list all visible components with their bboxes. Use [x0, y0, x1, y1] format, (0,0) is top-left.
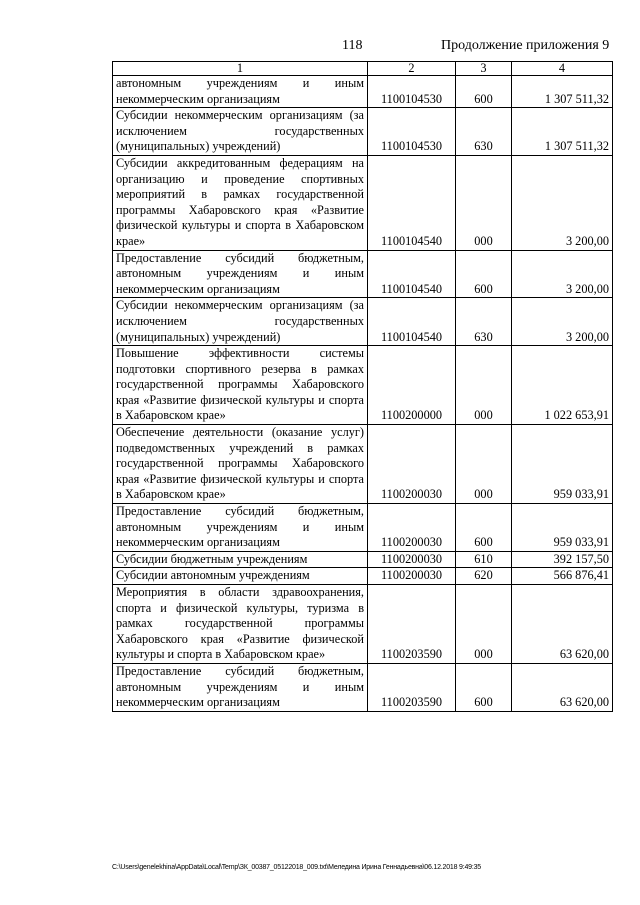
row-target-code: 1100104540: [368, 298, 456, 346]
row-amount: 959 033,91: [512, 425, 613, 504]
row-description: Обеспечение деятельности (оказание услуг) подведомственных учреждений в рамках государственной программы Хабаровского края «Развитие физической культуры и спорта в Хабаровском крае»: [113, 425, 368, 504]
row-target-code: 1100200030: [368, 568, 456, 585]
table-row: [113, 108, 613, 156]
table-row: [113, 425, 613, 504]
row-target-code: 1100104540: [368, 155, 456, 250]
column-header: 1: [113, 62, 368, 76]
row-amount: 1 307 511,32: [512, 76, 613, 108]
row-description: автономным учреждениям и иным некоммерческим организациям: [113, 76, 368, 108]
row-expense-type: 630: [456, 108, 512, 156]
table-row: [113, 155, 613, 250]
row-description: Повышение эффективности системы подготовки спортивного резерва в рамках государственной программы Хабаровского края «Развитие физической культуры и спорта в Хабаровском крае»: [113, 346, 368, 425]
row-expense-type: 000: [456, 425, 512, 504]
row-description: Субсидии автономным учреждениям: [113, 568, 368, 585]
row-description: Субсидии некоммерческим организациям (за исключением государственных (муниципальных) учреждений): [113, 108, 368, 156]
row-expense-type: 600: [456, 76, 512, 108]
row-expense-type: 000: [456, 155, 512, 250]
page-number: 118: [342, 38, 363, 53]
row-amount: 1 022 653,91: [512, 346, 613, 425]
table-header-row: [113, 62, 613, 76]
row-amount: 3 200,00: [512, 155, 613, 250]
table-row: [113, 551, 613, 568]
file-path-footer: C:\Users\genelekhina\AppData\Local\Temp\ЗК_00387_05122018_009.txt\Меледина Ирина Геннадьевна\06.12.2018 9:49:35: [112, 864, 482, 871]
row-target-code: 1100203590: [368, 663, 456, 711]
row-target-code: 1100200000: [368, 346, 456, 425]
table-row: [113, 298, 613, 346]
row-description: Мероприятия в области здравоохранения, спорта и физической культуры, туризма в рамках государственной программы Хабаровского края «Развитие физической культуры и спорта в Хабаровском крае»: [113, 585, 368, 664]
row-amount: 566 876,41: [512, 568, 613, 585]
row-target-code: 1100200030: [368, 504, 456, 552]
row-amount: 392 157,50: [512, 551, 613, 568]
row-description: Субсидии аккредитованным федерациям на организацию и проведение спортивных мероприятий в рамках государственной программы Хабаровского края «Развитие физической культуры и спорта в Хабаровском крае»: [113, 155, 368, 250]
row-target-code: 1100200030: [368, 551, 456, 568]
row-target-code: 1100200030: [368, 425, 456, 504]
row-amount: 1 307 511,32: [512, 108, 613, 156]
row-amount: 63 620,00: [512, 585, 613, 664]
column-header: 2: [368, 62, 456, 76]
row-target-code: 1100104530: [368, 108, 456, 156]
row-expense-type: 600: [456, 663, 512, 711]
row-description: Предоставление субсидий бюджетным, автономным учреждениям и иным некоммерческим организациям: [113, 504, 368, 552]
table-row: [113, 585, 613, 664]
row-amount: 63 620,00: [512, 663, 613, 711]
row-expense-type: 600: [456, 504, 512, 552]
row-description: Предоставление субсидий бюджетным, автономным учреждениям и иным некоммерческим организациям: [113, 663, 368, 711]
row-expense-type: 630: [456, 298, 512, 346]
row-expense-type: 620: [456, 568, 512, 585]
row-description: Субсидии некоммерческим организациям (за исключением государственных (муниципальных) учреждений): [113, 298, 368, 346]
row-amount: 3 200,00: [512, 250, 613, 298]
column-header: 4: [512, 62, 613, 76]
row-description: Предоставление субсидий бюджетным, автономным учреждениям и иным некоммерческим организациям: [113, 250, 368, 298]
table-row: [113, 663, 613, 711]
table-row: [113, 568, 613, 585]
row-description: Субсидии бюджетным учреждениям: [113, 551, 368, 568]
row-expense-type: 610: [456, 551, 512, 568]
row-expense-type: 000: [456, 346, 512, 425]
table-row: [113, 250, 613, 298]
row-expense-type: 000: [456, 585, 512, 664]
row-amount: 959 033,91: [512, 504, 613, 552]
column-header: 3: [456, 62, 512, 76]
row-amount: 3 200,00: [512, 298, 613, 346]
continuation-title: Продолжение приложения 9: [441, 38, 610, 53]
row-target-code: 1100104530: [368, 76, 456, 108]
table-row: [113, 76, 613, 108]
row-expense-type: 600: [456, 250, 512, 298]
row-target-code: 1100104540: [368, 250, 456, 298]
budget-table: [112, 61, 613, 712]
row-target-code: 1100203590: [368, 585, 456, 664]
table-row: [113, 504, 613, 552]
table-row: [113, 346, 613, 425]
